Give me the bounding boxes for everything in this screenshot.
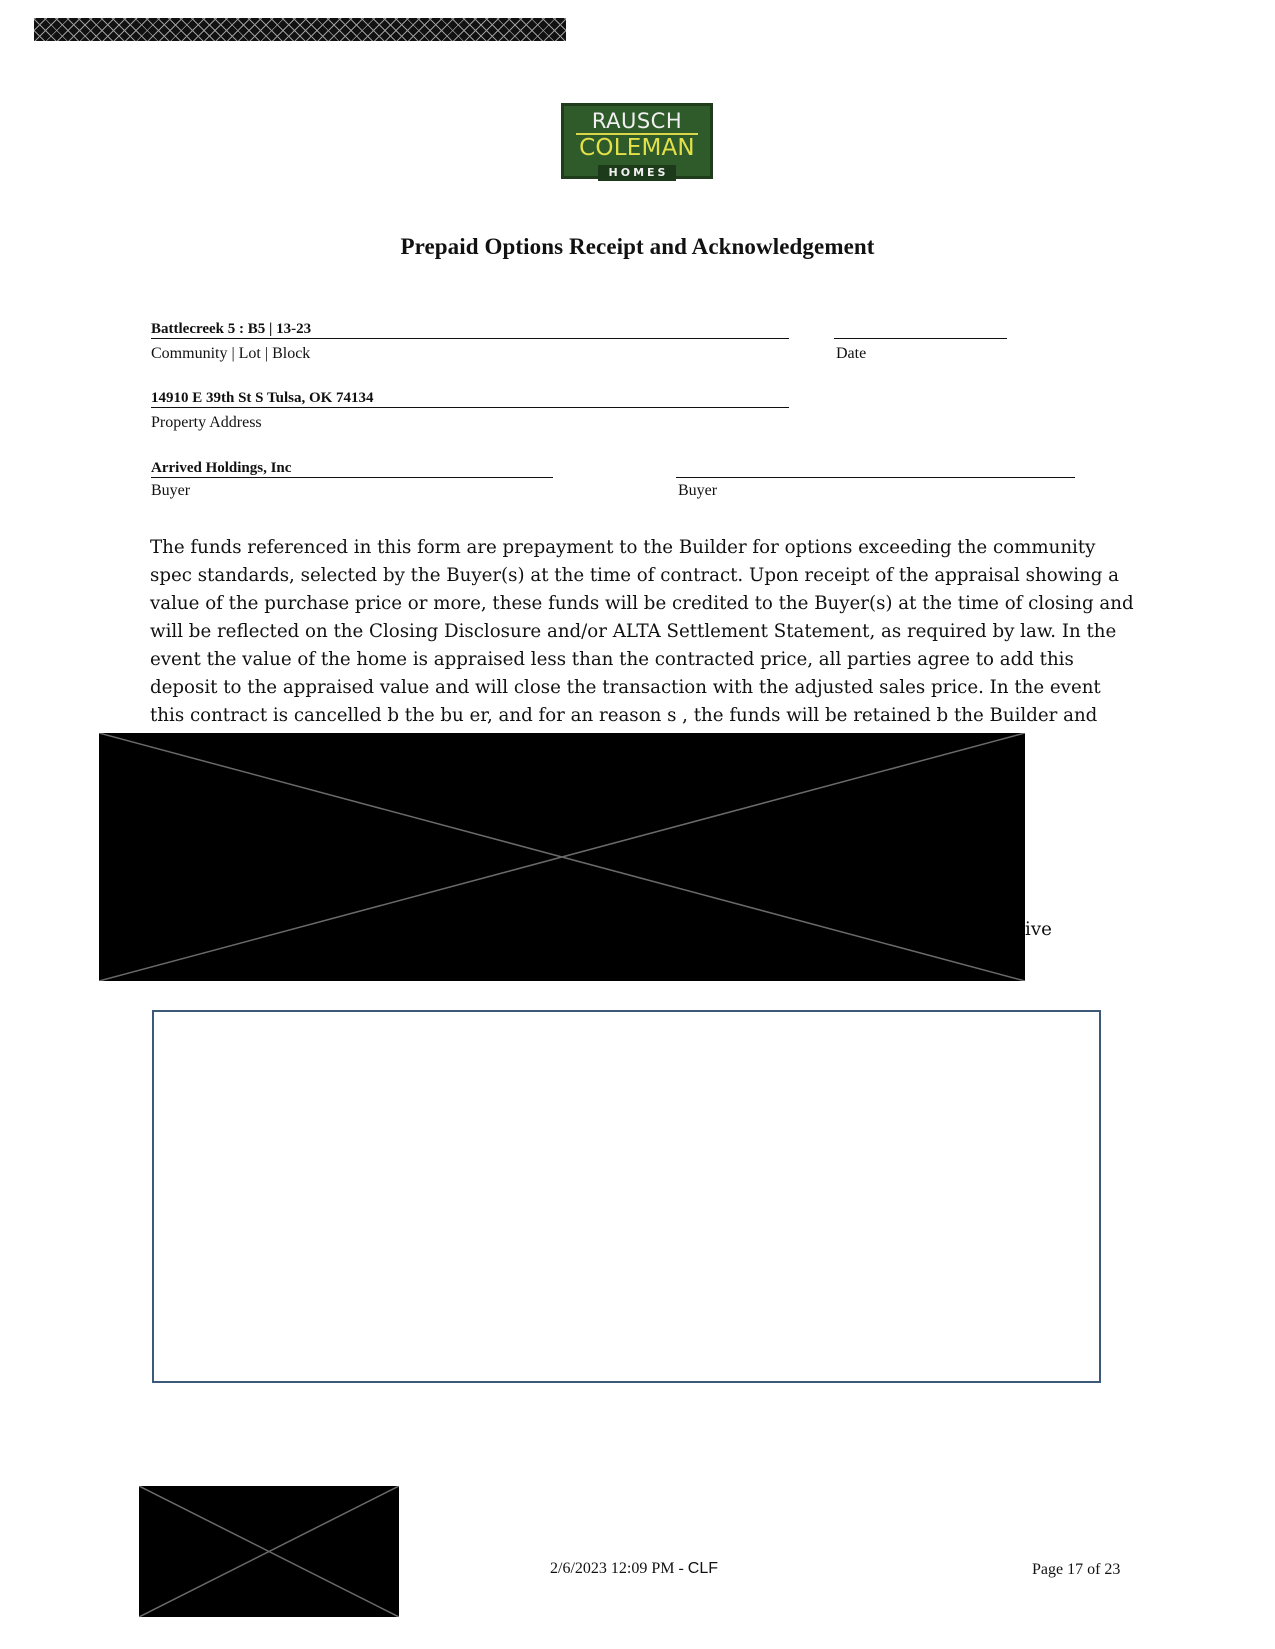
property-address-label: Property Address xyxy=(151,414,262,431)
footer-timestamp-text: 2/6/2023 12:09 PM - xyxy=(550,1560,688,1577)
paragraph-line: value of the purchase price or more, these funds will be credited to the Buyer(s) at the time of closing and xyxy=(150,593,1134,614)
company-logo xyxy=(561,103,713,179)
redaction-cross-icon xyxy=(139,1486,399,1617)
redaction-cross-icon xyxy=(99,733,1025,981)
page-number: Page 17 of 23 xyxy=(1032,1561,1121,1578)
redaction-block-main xyxy=(99,733,1025,981)
community-underline xyxy=(151,338,789,339)
paragraph-line: will be reflected on the Closing Disclosure and/or ALTA Settlement Statement, as required by law. In the xyxy=(150,621,1117,642)
options-detail-panel xyxy=(152,1010,1101,1383)
paragraph-line: event the value of the home is appraised less than the contracted price, all parties agree to add this xyxy=(150,649,1074,670)
buyer-1-underline xyxy=(151,477,553,478)
paragraph-line: The funds referenced in this form are prepayment to the Builder for options exceeding the community xyxy=(150,537,1096,558)
community-lot-block-value: Battlecreek 5 : B5 | 13-23 xyxy=(151,321,312,337)
paragraph-line: deposit to the appraised value and will close the transaction with the adjusted sales price. In the event xyxy=(150,677,1101,698)
property-address-value: 14910 E 39th St S Tulsa, OK 74134 xyxy=(151,390,374,406)
logo-line-coleman: COLEMAN xyxy=(579,135,695,161)
partial-text-fragment: ive xyxy=(1025,919,1052,940)
document-title: Prepaid Options Receipt and Acknowledgement xyxy=(400,234,875,259)
date-underline[interactable] xyxy=(834,338,1007,339)
buyer-1-label: Buyer xyxy=(151,482,191,499)
paragraph-line: this contract is cancelled b the bu er, and for an reason s , the funds will be retained b the Builder and xyxy=(150,705,1098,726)
footer-timestamp xyxy=(550,1560,718,1578)
paragraph-line: spec standards, selected by the Buyer(s) at the time of contract. Upon receipt of the appraisal showing a xyxy=(150,565,1120,586)
buyer-2-label: Buyer xyxy=(678,482,718,499)
community-lot-block-label: Community | Lot | Block xyxy=(151,345,311,362)
buyer-2-underline[interactable] xyxy=(676,477,1075,478)
logo-line-homes: HOMES xyxy=(598,165,677,181)
date-label: Date xyxy=(836,345,867,362)
buyer-1-value: Arrived Holdings, Inc xyxy=(151,460,292,476)
top-redaction-strip xyxy=(34,18,566,41)
footer-initials: CLF xyxy=(687,1560,719,1577)
property-address-underline xyxy=(151,407,789,408)
terms-paragraph xyxy=(150,534,1134,730)
redaction-block-footer xyxy=(139,1486,399,1617)
logo-line-rausch: RAUSCH xyxy=(591,109,683,133)
